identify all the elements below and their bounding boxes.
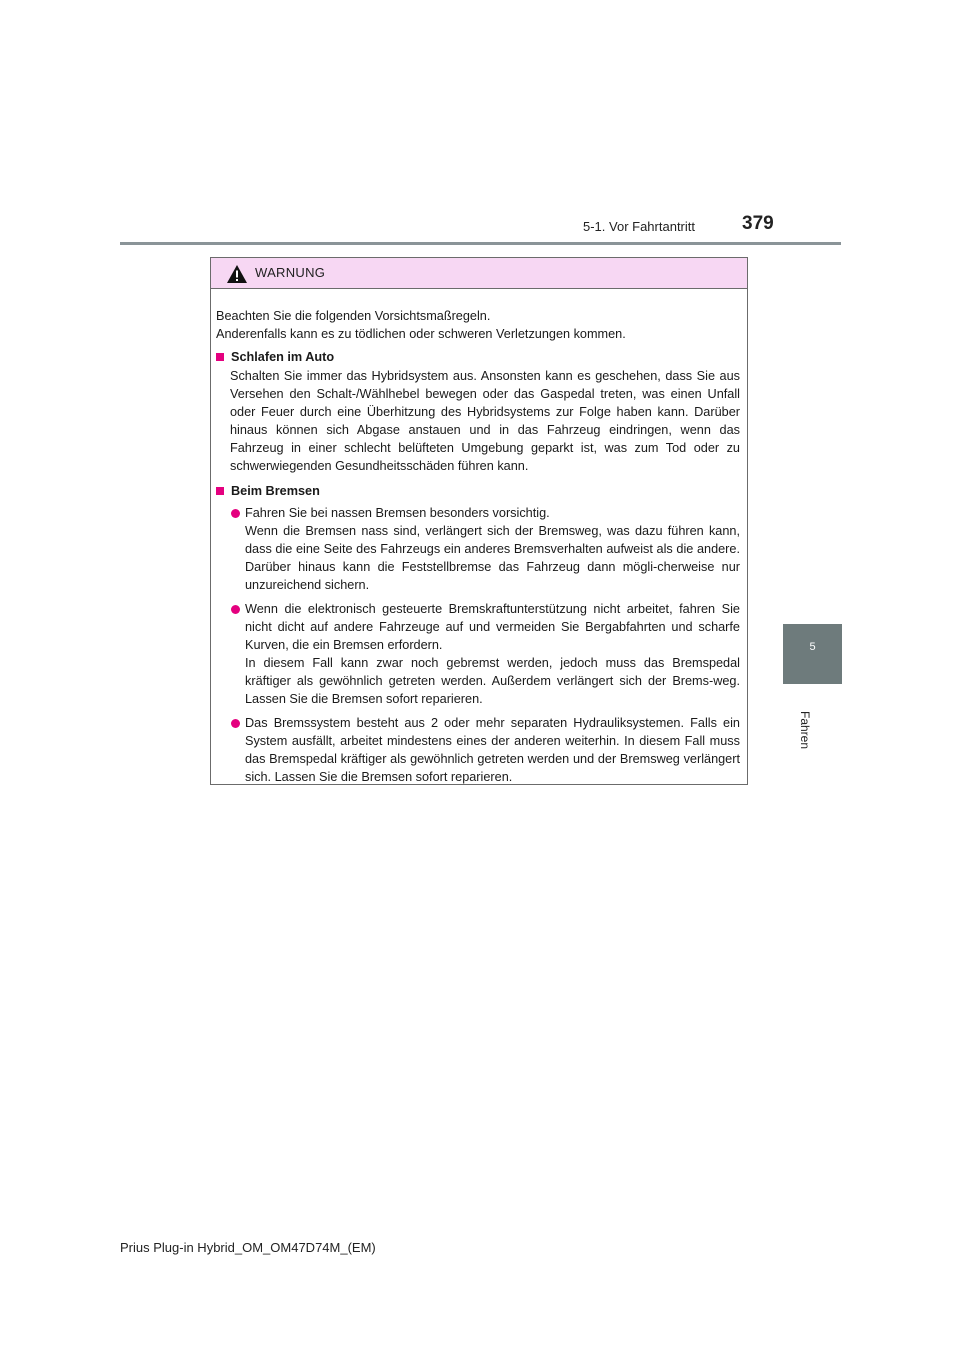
list-item-text [245,504,740,594]
section-heading: Beim Bremsen [231,484,320,498]
page-number: 379 [742,213,774,234]
warning-title: WARNUNG [255,265,326,280]
warning-box [210,257,748,785]
warning-header [211,258,747,289]
section-heading: Schlafen im Auto [231,350,335,364]
list-item-line: In diesem Fall kann zwar noch gebremst werden, jedoch muss das Bremspedal kräftiger als gewöhnlich getreten werden. Außerdem verlängert sich der Brems-weg. Lassen Sie die Bremsen sofort reparieren. [245,656,740,706]
list-item [216,714,740,786]
chapter-label: Fahren [798,711,812,750]
list-item-line: Fahren Sie bei nassen Bremsen besonders vorsichtig. [245,506,550,520]
warning-body [211,289,747,786]
intro-line: Beachten Sie die folgenden Vorsichtsmaßregeln. [216,309,491,323]
circle-bullet-icon [231,719,240,728]
list-item [216,600,740,708]
header-divider [120,242,841,245]
section-paragraph: Schalten Sie immer das Hybridsystem aus. Ansonsten kann es geschehen, dass Sie aus Versehen den Schalt-/Wählhebel bewegen oder das Gaspedal treten, was einen Unfall oder Feuer durch eine Überhitzung des Hybridsystems zur Folge haben kann. Darüber hinaus können sich Abgase anstauen und in das Fahrzeug eindringen, wenn das Fahrzeug in einer schlecht belüfteten Umgebung geparkt ist, was zum Tod oder zu schwerwiegenden Gesundheitsschäden führen kann. [230,369,740,473]
section-sleeping-in-car [216,347,740,475]
header-section-title: 5-1. Vor Fahrtantritt [583,219,695,234]
list-item-line: Das Bremssystem besteht aus 2 oder mehr separaten Hydrauliksystemen. Falls ein System ausfällt, arbeitet mindestens eines der anderen weiterhin. In diesem Fall muss das Bremspedal kräftiger als gewöhnlich getreten werden und der Bremsweg verlängert sich. Lassen Sie die Bremsen sofort reparieren. [245,716,740,784]
chapter-tab [783,624,842,684]
square-bullet-icon [216,487,224,495]
list-item-line: Wenn die elektronisch gesteuerte Bremskraftunterstützung nicht arbeitet, fahren Sie nicht dicht auf andere Fahrzeuge auf und vermeiden Sie Bergabfahrten und scharfe Kurven, die ein Bremsen erfordern. [245,602,740,652]
list-item-text [245,600,740,708]
list-item-line: Wenn die Bremsen nass sind, verlängert sich der Bremsweg, was dazu führen kann, dass die eine Seite des Fahrzeugs ein anderes Bremsverhalten aufweist als die andere. Darüber hinaus kann die Feststellbremse das Fahrzeug dann mögli-cherweise nur unzureichend sichern. [245,524,740,592]
section-braking [216,481,740,786]
warning-triangle-icon [226,264,248,284]
list-item [216,504,740,594]
section-heading-row [216,347,740,367]
circle-bullet-icon [231,509,240,518]
section-heading-row [216,481,740,501]
circle-bullet-icon [231,605,240,614]
square-bullet-icon [216,353,224,361]
list-item-text [245,714,740,786]
footer-document-id: Prius Plug-in Hybrid_OM_OM47D74M_(EM) [120,1240,376,1255]
intro-line: Anderenfalls kann es zu tödlichen oder schweren Verletzungen kommen. [216,327,626,341]
warning-intro [216,307,740,343]
chapter-number: 5 [809,641,816,653]
